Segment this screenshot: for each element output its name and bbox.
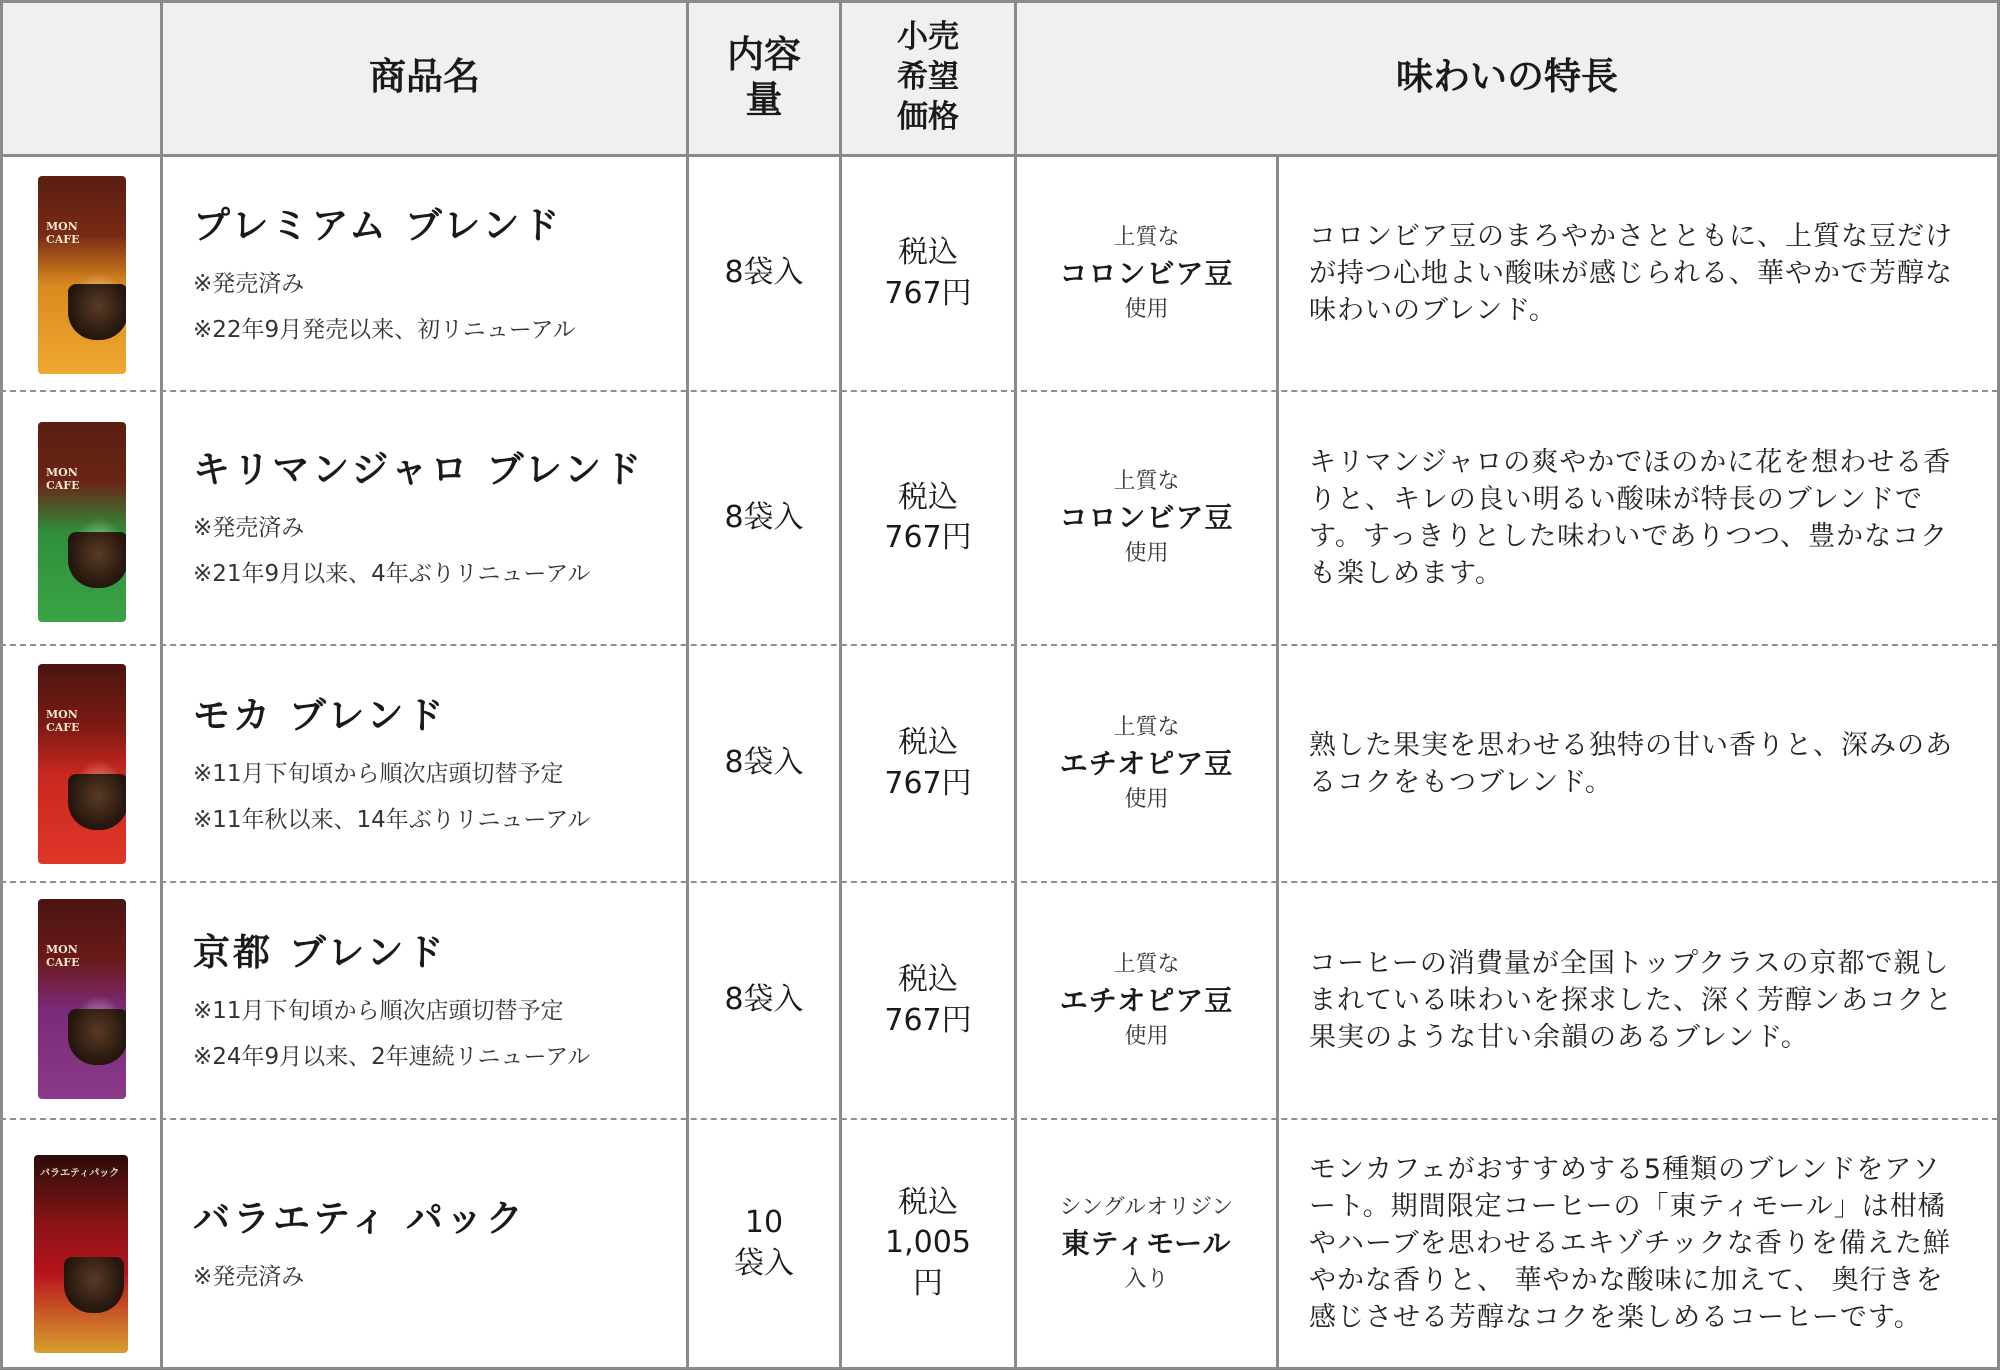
product-note: ※発売済み	[193, 270, 305, 297]
product-note: ※21年9月以来、4年ぶりリニューアル	[193, 561, 591, 587]
product-package-image	[38, 422, 126, 622]
taste-text: コロンビア豆のまろやかさとともに、上質な豆だけが持つ心地よい酸味が感じられる、華やかで芳醇な味わいのブレンド。	[1309, 221, 1953, 326]
size-cell	[689, 1120, 839, 1367]
header-price-line3: 価格	[897, 99, 959, 136]
price-cell	[842, 883, 1014, 1118]
size-cell	[689, 883, 839, 1118]
bean-origin: コロンビア豆	[1059, 501, 1234, 534]
bean-qualifier: 上質な	[1113, 714, 1180, 740]
price-value: 1,005	[885, 1225, 971, 1261]
price-cell	[842, 392, 1014, 644]
header-size-cell	[689, 0, 839, 154]
bean-usage: 使用	[1124, 296, 1169, 322]
product-name: キリマンジャロ ブレンド	[193, 448, 645, 491]
product-package-image	[38, 176, 126, 374]
product-note: ※11年秋以来、14年ぶりリニューアル	[193, 806, 591, 833]
package-logo: MON CAFE	[46, 220, 80, 246]
size-value: 8袋入	[724, 255, 804, 291]
bean-qualifier: 上質な	[1113, 469, 1180, 494]
header-size-line2: 量	[745, 78, 783, 121]
price-tax-label: 税込	[898, 1184, 958, 1220]
header-price-line1: 小売	[897, 18, 959, 55]
price-unit: 円	[913, 1265, 943, 1301]
product-name: バラエティ パック	[193, 1196, 526, 1240]
product-package-image	[38, 899, 126, 1099]
bean-qualifier: シングルオリジン	[1059, 1194, 1234, 1220]
product-note: ※11月下旬頃から順次店頭切替予定	[193, 997, 564, 1024]
product-note: ※発売済み	[193, 515, 305, 541]
header-price-line2: 希望	[897, 58, 959, 95]
price-cell	[842, 157, 1014, 390]
border-left	[0, 0, 3, 1370]
header-name-cell	[163, 0, 686, 154]
bean-cell	[1017, 1120, 1276, 1367]
bean-cell	[1017, 883, 1276, 1118]
border-bottom	[0, 1367, 2000, 1370]
header-price-cell	[842, 0, 1014, 154]
size-value: 8袋入	[724, 499, 804, 535]
product-name: モカ ブレンド	[193, 693, 447, 737]
header-taste-cell	[1017, 0, 1997, 154]
header-size-line1: 内容	[727, 32, 801, 76]
price-value: 767円	[884, 520, 972, 555]
coffee-cup-graphic	[68, 532, 126, 588]
product-name-cell	[163, 883, 686, 1118]
bean-cell	[1017, 646, 1276, 881]
package-logo: MON CAFE	[46, 466, 80, 492]
taste-description	[1279, 157, 1997, 390]
size-cell	[689, 157, 839, 390]
product-name: 京都 ブレンド	[193, 930, 447, 974]
taste-text: コーヒーの消費量が全国トップクラスの京都で親しまれている味わいを探求した、深く芳醇ンあコクと果実のような甘い余韻のあるブレンド。	[1309, 948, 1953, 1053]
product-name-cell	[163, 157, 686, 390]
coffee-cup-graphic	[68, 774, 126, 830]
bean-qualifier: 上質な	[1113, 224, 1180, 250]
product-package-image	[34, 1155, 128, 1353]
product-name-cell	[163, 646, 686, 881]
taste-description	[1279, 1120, 1997, 1367]
product-note: ※11月下旬頃から順次店頭切替予定	[193, 760, 564, 787]
bean-usage: 使用	[1124, 541, 1169, 566]
taste-text: キリマンジャロの爽やかでほのかに花を想わせる香りと、キレの良い明るい酸味が特長のブレンドです。すっきりとした味わいでありつつ、豊かなコクも楽しめます。	[1309, 447, 1952, 589]
price-tax-label: 税込	[898, 725, 958, 760]
price-tax-label: 税込	[898, 962, 958, 997]
price-cell	[842, 646, 1014, 881]
size-cell	[689, 646, 839, 881]
price-tax-label: 税込	[898, 479, 958, 515]
size-value: 8袋入	[724, 745, 804, 781]
header-taste: 味わいの特長	[1396, 55, 1618, 99]
taste-text: 熟した果実を思わせる独特の甘い香りと、深みのあるコクをもつブレンド。	[1309, 729, 1953, 798]
product-note: ※24年9月以来、2年連続リニューアル	[193, 1043, 591, 1070]
taste-text: モンカフェがおすすめする5種類のブレンドをアソート。期間限定コーヒーの「東ティモール」は柑橘やハーブを思わせるエキゾチックな香りを備えた鮮やかな香りと、 華やかな酸味に加えて、 奥行きを感じさせる芳醇なコクを楽しめるコーヒーです。	[1309, 1154, 1951, 1333]
product-name-cell	[163, 1120, 686, 1367]
product-name-cell	[163, 392, 686, 644]
bean-cell	[1017, 392, 1276, 644]
bean-origin: 東ティモール	[1061, 1226, 1232, 1260]
package-logo: MON CAFE	[46, 943, 80, 969]
taste-description	[1279, 646, 1997, 881]
bean-usage: 使用	[1124, 1023, 1169, 1049]
taste-description	[1279, 392, 1997, 644]
bean-qualifier: 上質な	[1113, 951, 1180, 977]
price-tax-label: 税込	[898, 235, 958, 270]
size-value: 8袋入	[724, 982, 804, 1018]
price-value: 767円	[884, 1002, 972, 1038]
bean-usage: 入り	[1124, 1266, 1169, 1292]
product-name: プレミアム ブレンド	[193, 203, 563, 247]
price-cell	[842, 1120, 1014, 1367]
coffee-cup-graphic	[64, 1257, 124, 1313]
coffee-cup-graphic	[68, 284, 126, 340]
taste-description	[1279, 883, 1997, 1118]
bean-cell	[1017, 157, 1276, 390]
size-cell	[689, 392, 839, 644]
bean-usage: 使用	[1124, 786, 1169, 812]
price-value: 767円	[884, 765, 972, 801]
price-value: 767円	[884, 275, 972, 311]
bean-origin: エチオピア豆	[1059, 746, 1234, 780]
package-logo: MON CAFE	[46, 708, 80, 734]
product-package-image	[38, 664, 126, 864]
bean-origin: エチオピア豆	[1059, 983, 1234, 1017]
package-logo: バラエティパック	[40, 1168, 120, 1179]
size-value: 10袋入	[734, 1205, 794, 1281]
product-note: ※22年9月発売以来、初リニューアル	[193, 316, 576, 343]
bean-origin: コロンビア豆	[1059, 256, 1234, 290]
product-note: ※発売済み	[193, 1263, 305, 1290]
header-name: 商品名	[369, 55, 480, 99]
coffee-cup-graphic	[68, 1009, 126, 1065]
